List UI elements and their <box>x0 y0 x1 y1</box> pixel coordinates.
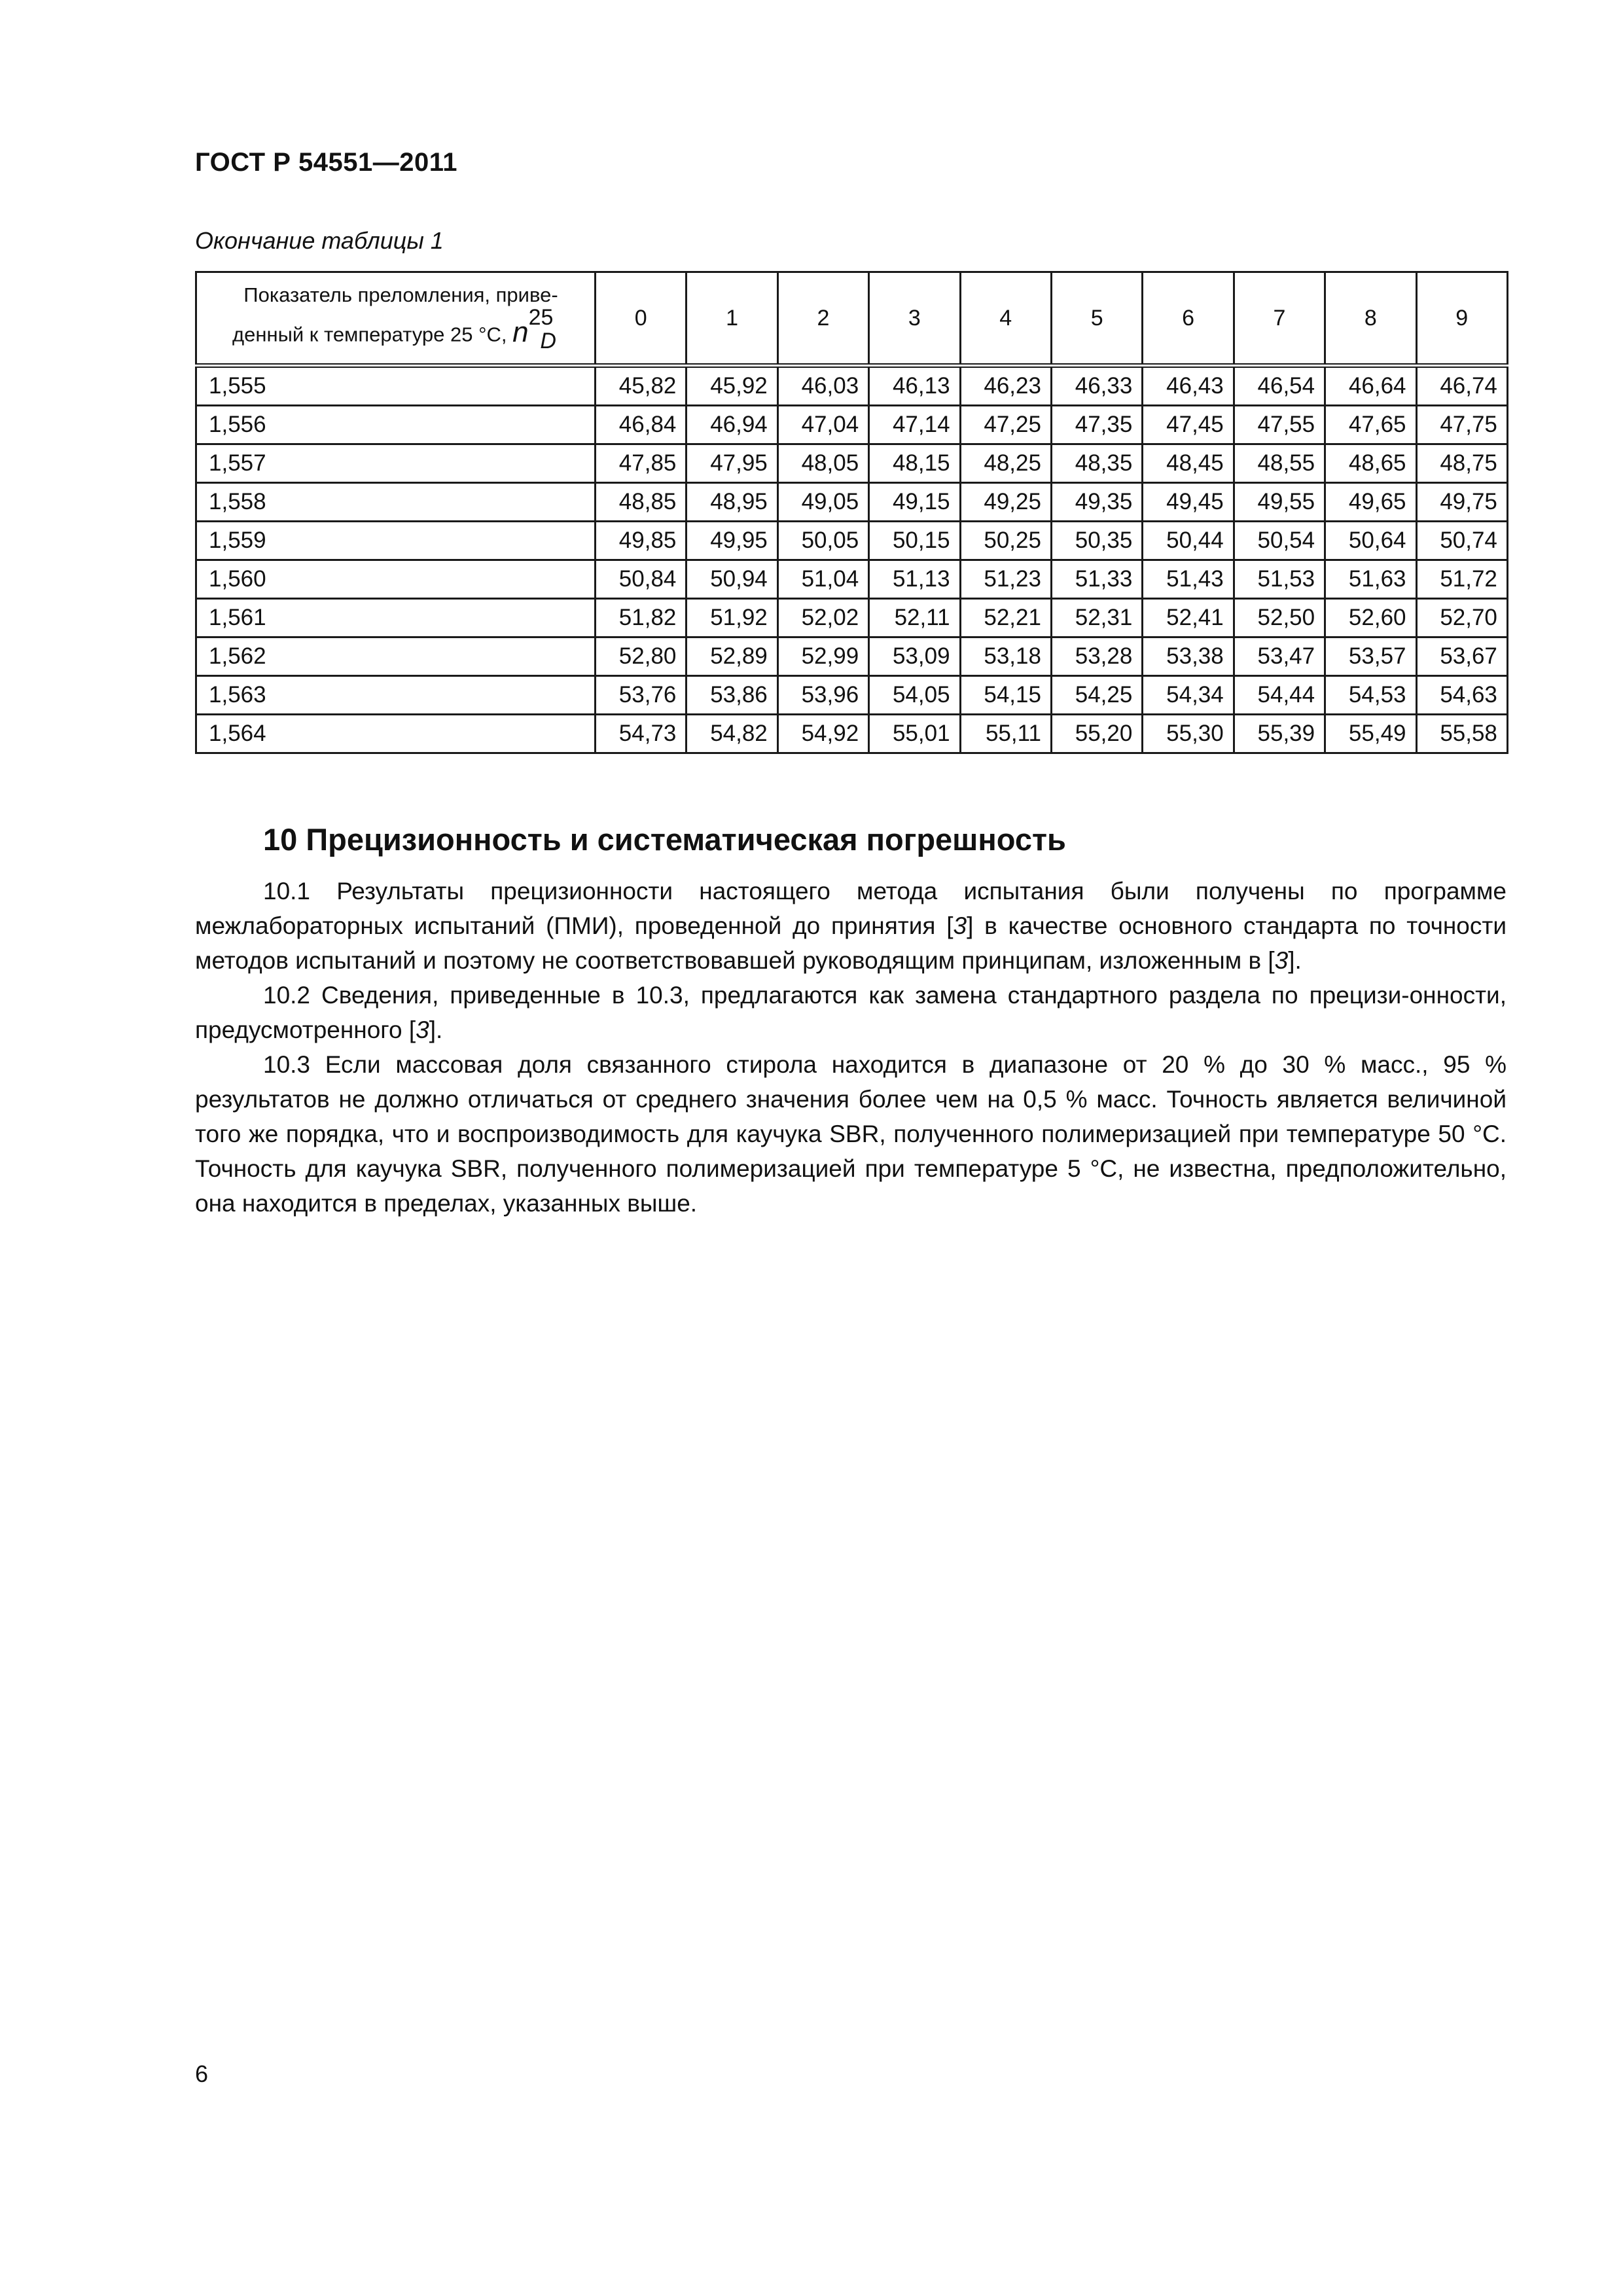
table-cell: 47,55 <box>1234 406 1325 444</box>
column-header-refractive-index <box>196 272 596 366</box>
section-body <box>195 874 1507 1221</box>
table-cell: 49,35 <box>1051 483 1142 522</box>
table-cell: 45,92 <box>687 366 777 406</box>
table-cell: 53,76 <box>596 676 687 715</box>
table-cell: 52,70 <box>1416 599 1507 637</box>
table-row <box>196 406 1508 444</box>
table-cell: 53,09 <box>869 637 960 676</box>
table-cell: 54,92 <box>777 715 868 753</box>
table-cell: 54,44 <box>1234 676 1325 715</box>
table-cell: 50,44 <box>1143 522 1234 560</box>
table-cell: 54,53 <box>1325 676 1416 715</box>
table-cell: 55,39 <box>1234 715 1325 753</box>
row-label: 1,558 <box>196 483 596 522</box>
section-title: 10 Прецизионность и систематическая погрешность <box>263 822 1066 857</box>
table-cell: 51,72 <box>1416 560 1507 599</box>
column-header-4: 4 <box>960 272 1051 366</box>
table-cell: 49,05 <box>777 483 868 522</box>
row-label: 1,555 <box>196 366 596 406</box>
refractive-index-table <box>195 271 1508 754</box>
table-cell: 51,23 <box>960 560 1051 599</box>
table-cell: 48,65 <box>1325 444 1416 483</box>
table-cell: 46,64 <box>1325 366 1416 406</box>
table-cell: 55,49 <box>1325 715 1416 753</box>
table-cell: 51,43 <box>1143 560 1234 599</box>
column-header-8: 8 <box>1325 272 1416 366</box>
table-row <box>196 444 1508 483</box>
table-cell: 46,33 <box>1051 366 1142 406</box>
table-cell: 46,03 <box>777 366 868 406</box>
table-cell: 50,54 <box>1234 522 1325 560</box>
table-cell: 54,82 <box>687 715 777 753</box>
table-cell: 48,25 <box>960 444 1051 483</box>
table-row <box>196 483 1508 522</box>
column-header-text: Показатель преломления, приве-денный к температуре 25 °C, <box>232 283 558 346</box>
table-cell: 51,13 <box>869 560 960 599</box>
table-cell: 47,35 <box>1051 406 1142 444</box>
table-cell: 48,55 <box>1234 444 1325 483</box>
table-row <box>196 560 1508 599</box>
table-cell: 47,14 <box>869 406 960 444</box>
table-row <box>196 676 1508 715</box>
table-cell: 52,60 <box>1325 599 1416 637</box>
column-header-3: 3 <box>869 272 960 366</box>
table-cell: 50,84 <box>596 560 687 599</box>
table-cell: 48,35 <box>1051 444 1142 483</box>
table-cell: 49,65 <box>1325 483 1416 522</box>
row-label: 1,564 <box>196 715 596 753</box>
table-cell: 50,05 <box>777 522 868 560</box>
table-cell: 48,75 <box>1416 444 1507 483</box>
table-cell: 50,94 <box>687 560 777 599</box>
table-cell: 46,74 <box>1416 366 1507 406</box>
table-cell: 47,75 <box>1416 406 1507 444</box>
table-cell: 48,05 <box>777 444 868 483</box>
table-cell: 52,41 <box>1143 599 1234 637</box>
table-cell: 49,45 <box>1143 483 1234 522</box>
table-cell: 53,57 <box>1325 637 1416 676</box>
table-cell: 53,67 <box>1416 637 1507 676</box>
table-cell: 55,01 <box>869 715 960 753</box>
column-header-0: 0 <box>596 272 687 366</box>
table-cell: 50,64 <box>1325 522 1416 560</box>
table-body <box>196 366 1508 753</box>
table-cell: 53,38 <box>1143 637 1234 676</box>
table-cell: 51,82 <box>596 599 687 637</box>
table-cell: 50,25 <box>960 522 1051 560</box>
refractive-index-symbol: $n^{25}_D$ <box>512 305 556 353</box>
table-cell: 47,45 <box>1143 406 1234 444</box>
table-cell: 48,15 <box>869 444 960 483</box>
table-cell: 49,25 <box>960 483 1051 522</box>
table-cell: 53,18 <box>960 637 1051 676</box>
table-cell: 50,74 <box>1416 522 1507 560</box>
row-label: 1,563 <box>196 676 596 715</box>
paragraph-10-2: 10.2 Сведения, приведенные в 10.3, предлагаются как замена стандартного раздела по прецизи-онности, предусмотренного [3]. <box>195 982 1507 1043</box>
table-cell: 50,15 <box>869 522 960 560</box>
table-cell: 53,28 <box>1051 637 1142 676</box>
table-cell: 46,23 <box>960 366 1051 406</box>
table-cell: 54,34 <box>1143 676 1234 715</box>
row-label: 1,561 <box>196 599 596 637</box>
table-cell: 52,50 <box>1234 599 1325 637</box>
table-cell: 55,11 <box>960 715 1051 753</box>
table-cell: 55,20 <box>1051 715 1142 753</box>
table-cell: 53,86 <box>687 676 777 715</box>
table-cell: 52,21 <box>960 599 1051 637</box>
row-label: 1,557 <box>196 444 596 483</box>
table-cell: 51,33 <box>1051 560 1142 599</box>
table-cell: 47,95 <box>687 444 777 483</box>
page-number: 6 <box>195 2060 209 2087</box>
table-cell: 51,92 <box>687 599 777 637</box>
table-cell: 53,47 <box>1234 637 1325 676</box>
table-cell: 54,25 <box>1051 676 1142 715</box>
column-header-2: 2 <box>777 272 868 366</box>
column-header-7: 7 <box>1234 272 1325 366</box>
table-cell: 46,84 <box>596 406 687 444</box>
table-cell: 52,11 <box>869 599 960 637</box>
table-cell: 49,75 <box>1416 483 1507 522</box>
paragraph-10-3: 10.3 Если массовая доля связанного стирола находится в диапазоне от 20 % до 30 % масс., 95 % результатов не должно отличаться от среднего значения более чем на 0,5 % масс. Точность является величиной того же порядка, что и воспроизводимость для каучука SBR, полученного полимеризацией при температуре 50 °C. Точность для каучука SBR, полученного полимеризацией при температуре 5 °C, не известна, предположительно, она находится в пределах, указанных выше. <box>195 1051 1507 1217</box>
column-header-1: 1 <box>687 272 777 366</box>
table-cell: 51,53 <box>1234 560 1325 599</box>
table-cell: 45,82 <box>596 366 687 406</box>
table-cell: 46,94 <box>687 406 777 444</box>
table-cell: 47,25 <box>960 406 1051 444</box>
table-cell: 54,73 <box>596 715 687 753</box>
table-cell: 52,02 <box>777 599 868 637</box>
row-label: 1,559 <box>196 522 596 560</box>
table-cell: 52,80 <box>596 637 687 676</box>
table-header-row <box>196 272 1508 366</box>
column-header-9: 9 <box>1416 272 1507 366</box>
table-row <box>196 637 1508 676</box>
table-row <box>196 599 1508 637</box>
document-header-id: ГОСТ Р 54551—2011 <box>195 148 457 177</box>
paragraph-10-1: 10.1 Результаты прецизионности настоящего метода испытания были получены по программе межлабораторных испытаний (ПМИ), проведенной до принятия [3] в качестве основного стандарта по точности методов испытаний и поэтому не соответствовавшей руководящим принципам, изложенным в [3]. <box>195 878 1507 974</box>
table-cell: 52,89 <box>687 637 777 676</box>
table-cell: 49,85 <box>596 522 687 560</box>
table-cell: 55,30 <box>1143 715 1234 753</box>
table-cell: 48,45 <box>1143 444 1234 483</box>
table-cell: 49,95 <box>687 522 777 560</box>
row-label: 1,556 <box>196 406 596 444</box>
table-cell: 53,96 <box>777 676 868 715</box>
table-row <box>196 366 1508 406</box>
column-header-5: 5 <box>1051 272 1142 366</box>
row-label: 1,560 <box>196 560 596 599</box>
table-cell: 54,15 <box>960 676 1051 715</box>
table-cell: 49,55 <box>1234 483 1325 522</box>
table-cell: 48,95 <box>687 483 777 522</box>
table-cell: 54,63 <box>1416 676 1507 715</box>
table-cell: 46,13 <box>869 366 960 406</box>
table-cell: 52,31 <box>1051 599 1142 637</box>
table-cell: 46,43 <box>1143 366 1234 406</box>
table-row <box>196 522 1508 560</box>
table-cell: 50,35 <box>1051 522 1142 560</box>
table-cell: 51,04 <box>777 560 868 599</box>
table-cell: 48,85 <box>596 483 687 522</box>
table-row <box>196 715 1508 753</box>
table-cell: 47,04 <box>777 406 868 444</box>
table-cell: 51,63 <box>1325 560 1416 599</box>
table-cell: 47,85 <box>596 444 687 483</box>
table-caption: Окончание таблицы 1 <box>195 227 444 254</box>
column-header-6: 6 <box>1143 272 1234 366</box>
table-cell: 47,65 <box>1325 406 1416 444</box>
table-cell: 46,54 <box>1234 366 1325 406</box>
table-cell: 49,15 <box>869 483 960 522</box>
table-cell: 55,58 <box>1416 715 1507 753</box>
row-label: 1,562 <box>196 637 596 676</box>
table-cell: 52,99 <box>777 637 868 676</box>
table-cell: 54,05 <box>869 676 960 715</box>
